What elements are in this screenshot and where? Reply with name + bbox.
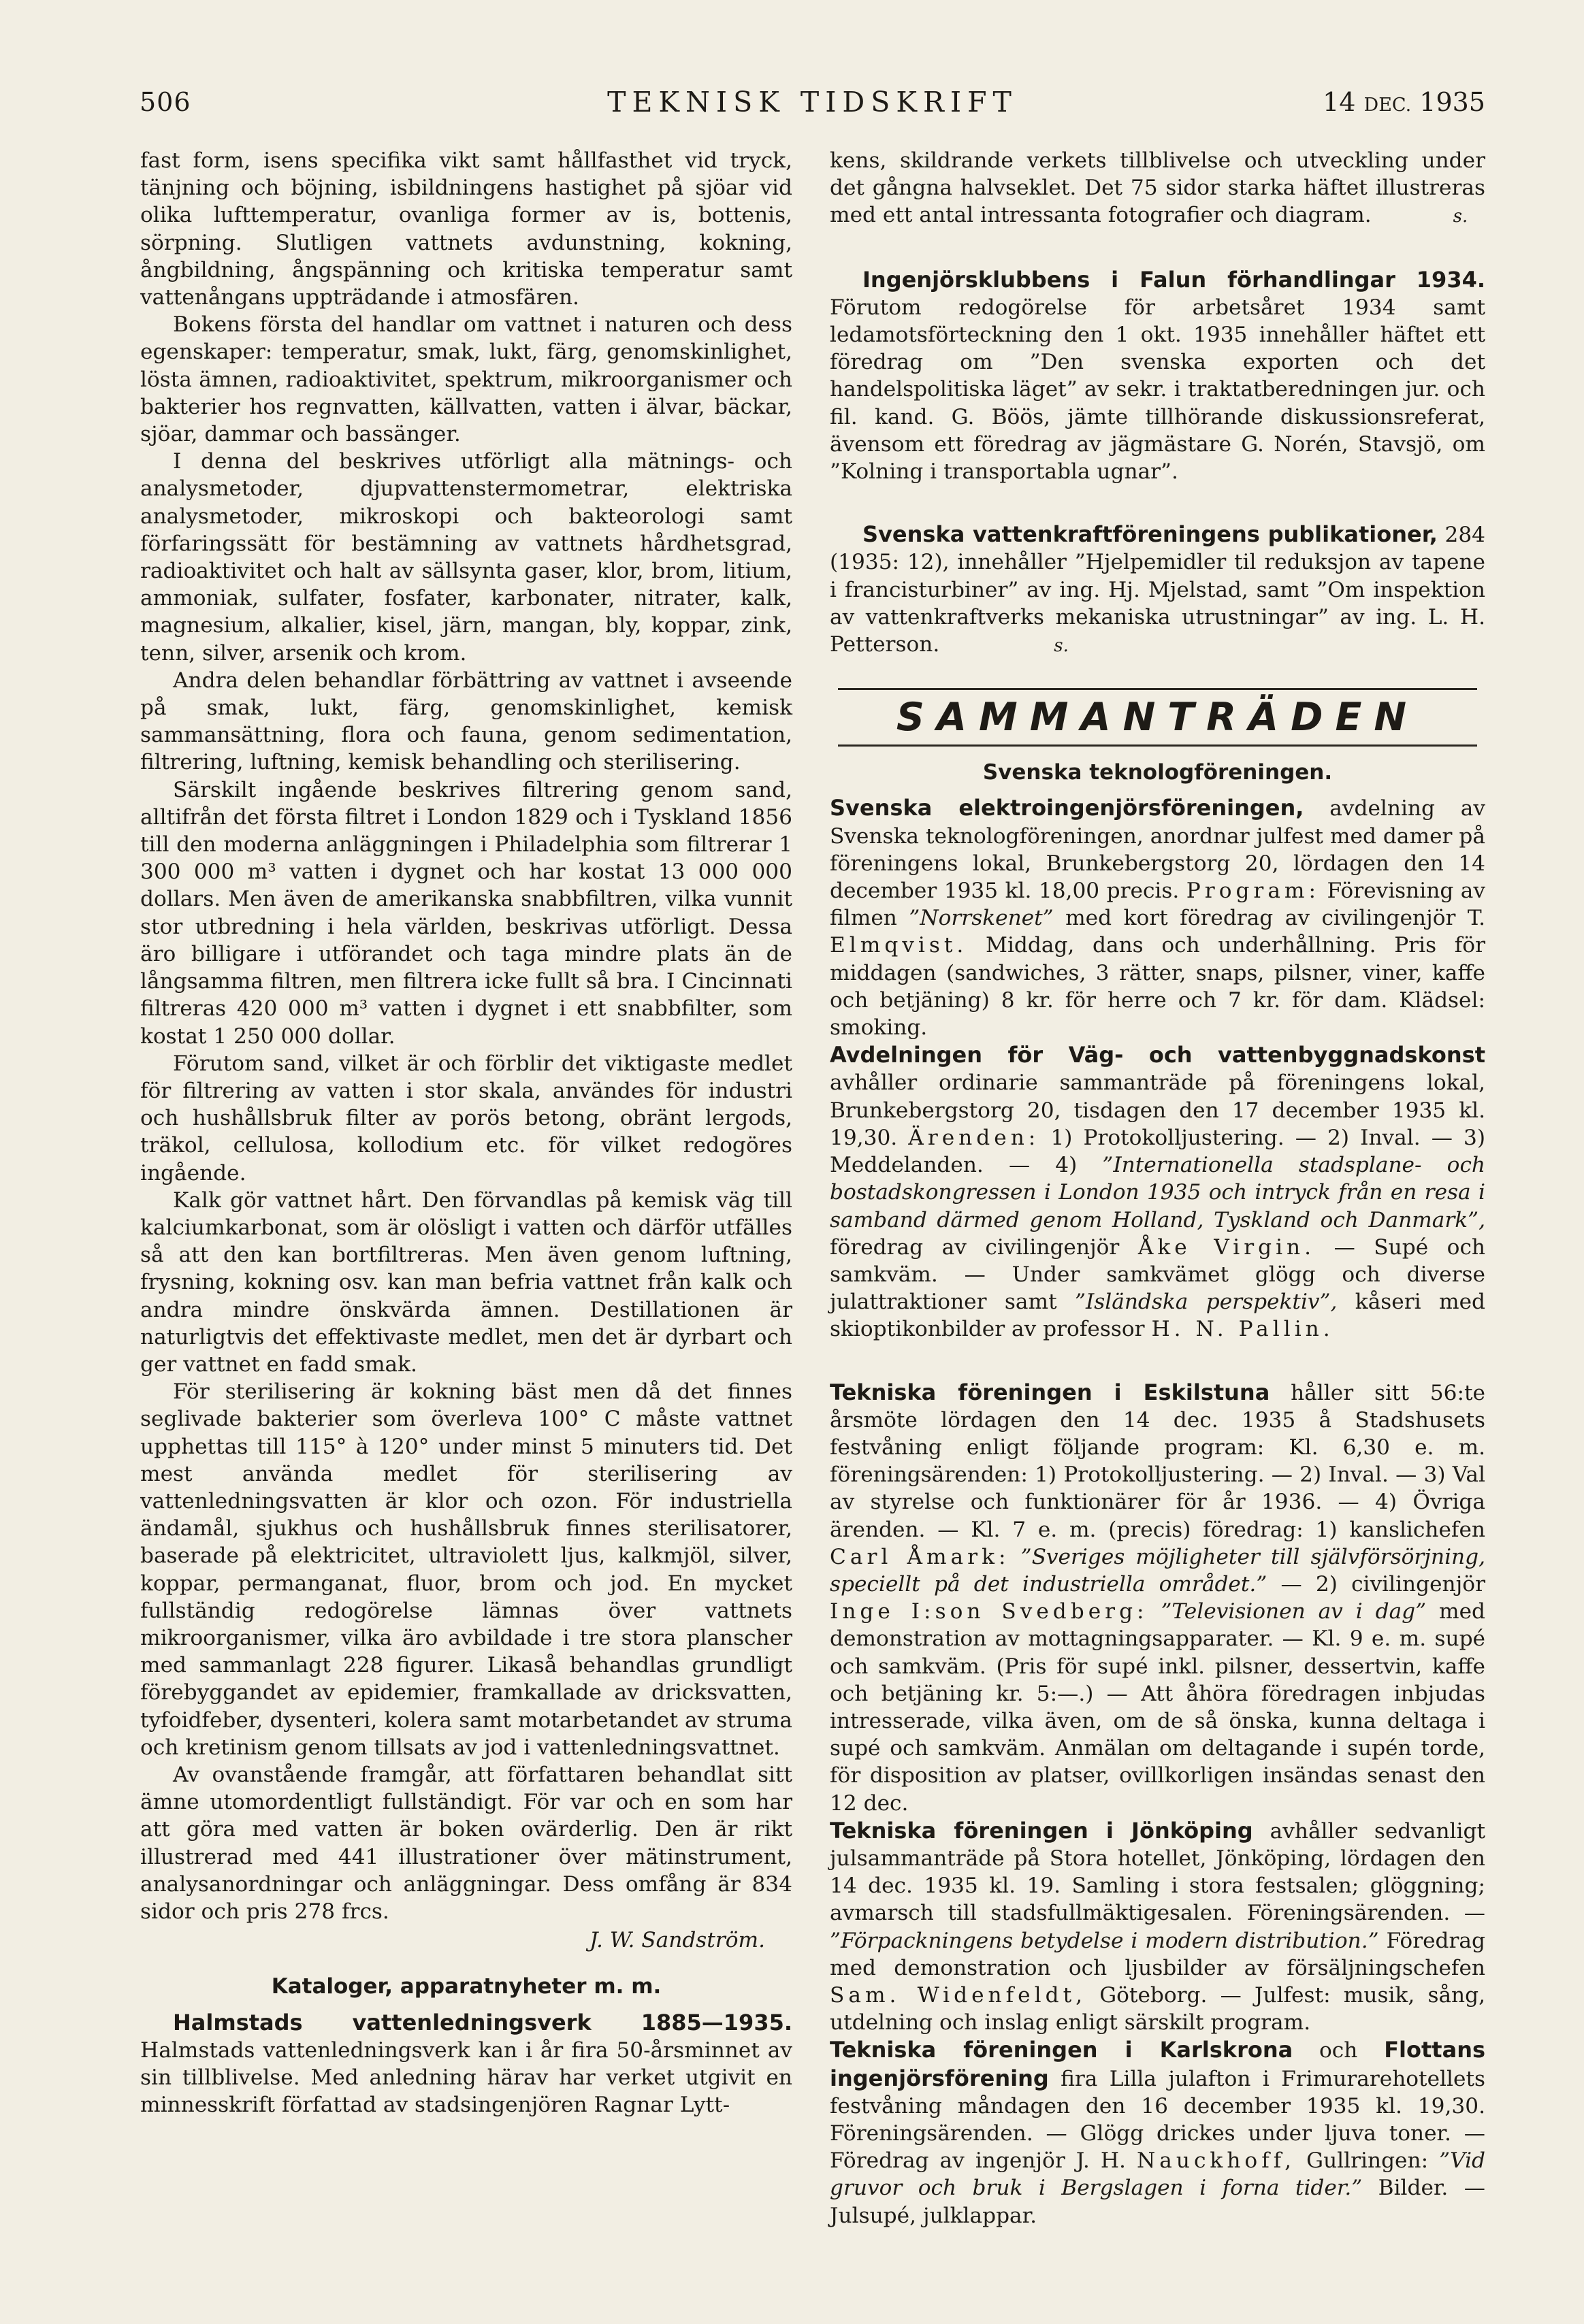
entry-text: Middag, dans och underhållning. Pris för middagen (sandwiches, 3 rätter, snaps, pilsner, viner, kaffe och betjäning) 8 kr. för herre och 7 kr. för dam. Klädsel: smoking. xyxy=(830,933,1485,1041)
entry-text: Halmstads vattenledningsverk kan i år fira 50-årsminnet av sin tillblivelse. Med anledning härav har verket utgivit en minnesskrift författad av stadsingenjören Ragnar Lytt- xyxy=(140,2037,792,2118)
entry-text: 284 (1935: 12), innehåller ”Hjelpemidler til reduksjon av tapene i francisturbiner” av ing. Hj. Mjelstad, samt ”Om inspektion av vattenkraftverks mekaniska utrustningar” av ing. L. H. Petterson. xyxy=(830,523,1486,657)
entry-text: med kort föredrag av civilingenjör T. xyxy=(1065,906,1485,931)
speaker-name: Sam. Widenfeldt, xyxy=(830,1982,1087,2008)
film-title: ”Norrskenet” xyxy=(909,906,1054,931)
agenda-label: Ärenden: xyxy=(908,1125,1040,1150)
entry-text: Göteborg. — Julfest: musik, sång, utdelning och inslag enligt särskilt program. xyxy=(830,1982,1486,2035)
entry-title: Ingenjörsklubbens i Falun förhandlingar 1934. xyxy=(862,266,1485,293)
meeting-entry-jonkoping xyxy=(830,1817,1485,2037)
entry-text: föredrag av civilingenjör xyxy=(830,1234,1120,1260)
speaker-name: H. N. Pallin. xyxy=(1151,1317,1334,1342)
review-paragraph: För sterilisering är kokning bäst men då det finnes seglivade bakterier som överleva 100° C måste vattnet upphettas till 115° à 120° under minst 5 minuters tid. Det mest använda medlet för sterilisering av vattenledningsvatten är klor och ozon. För industriella ändamål, sjukhus och hushållsbruk finnes sterilisatorer, baserade på elektricitet, ultraviolett ljus, kalkmjöl, silver, koppar, permanganat, fluor, brom och jod. En mycket fullständig redogörelse lämnas över vattnets mikroorganismer, vilka äro avbildade i tre stora planscher med sammanlagt 228 figurer. Likaså behandlas grundligt förebyggandet av epidemier, framkallade av dricksvatten, tyfoidfeber, dysenteri, kolera samt motarbetandet av struma och kretinism genom tillsats av jod i vattenledningsvattnet. xyxy=(140,1379,792,1760)
entry-title: Svenska vattenkraftföreningens publikationer, xyxy=(862,521,1438,548)
speaker-name: Carl Åmark: xyxy=(830,1544,1010,1569)
meeting-entry-eskilstuna xyxy=(830,1379,1485,1817)
entry-signature: s. xyxy=(1453,206,1468,227)
review-paragraph: Bokens första del handlar om vattnet i naturen och dess egenskaper: temperatur, smak, lukt, färg, genomskinlighet, lösta ämnen, radioaktivitet, spektrum, mikroorganismer och bakterier hos regnvatten, källvatten, vatten i älvar, bäckar, sjöar, dammar och bassänger. xyxy=(140,312,792,447)
entry-text: med demonstration av mottagningsapparater. — Kl. 9 e. m. supé och samkväm. (Pris för supé inkl. pilsner, dessertvin, kaffe och betjäning kr. 5:—.) — Att åhöra föredragen inbjudas intresserade, vilka även, om de så önska, kunna deltaga i supé och samkväm. Anmälan om deltagande i supén torde, för disposition av platser, ovillkorligen insändas senast den 12 dec. xyxy=(830,1599,1485,1816)
date-year: 1935 xyxy=(1419,87,1485,117)
page-header xyxy=(140,87,1485,128)
entry-text: Gullringen: xyxy=(1306,2148,1429,2174)
section-banner-sammantraden: SAMMANTRÄDEN xyxy=(896,695,1419,740)
right-column xyxy=(830,147,1485,2229)
entry-text: kens, skildrande verkets tillblivelse och utveckling under det gångna halvseklet. Det 75 sidor starka häftet illustreras med ett antal intressanta fotografier och diagram. xyxy=(830,148,1485,228)
meeting-entry-elektro xyxy=(830,794,1485,1041)
entry-text: avhåller ordinarie sammanträde på föreningens lokal, Brunkebergstorg 20, tisdagen den 17 december 1935 kl. 19,30. xyxy=(830,1070,1485,1150)
review-signature: J. W. Sandström. xyxy=(589,1928,765,1953)
review-paragraph: Förutom sand, vilket är och förblir det viktigaste medlet för filtrering av vatten i stor skala, användes för industri och hushållsbruk filter av porös betong, obränt lergods, träkol, cellulosa, kollodium etc. för vilket redogöres ingående. xyxy=(140,1051,792,1185)
entry-title: Avdelningen för Väg- och vattenbyggnadskonst xyxy=(830,1042,1485,1068)
entry-text: avhåller sedvanligt julsammanträde på Stora hotellet, Jönköping, lördagen den 14 dec. 1935 kl. 19. Samling i stora festsalen; glöggning; avmarsch till stadsfullmäktigesalen. Föreningsärenden. — xyxy=(830,1818,1486,1926)
lecture-title: ”Isländska perspektiv”, xyxy=(1075,1290,1338,1315)
entry-title: Tekniska föreningen i Eskilstuna xyxy=(830,1379,1270,1405)
review-paragraph: Kalk gör vattnet hårt. Den förvandlas på kemisk väg till kalciumkarbonat, som är olösligt i vatten och därför utfälles så att den kan bortfiltreras. Men även genom luftning, frysning, kokning osv. kan man befria vattnet från kalk och andra mindre önskvärda ämnen. Destillationen är naturligtvis det effektivaste medlet, men det är dyrbart och ger vattnet en fadd smak. xyxy=(140,1188,792,1377)
lecture-title: ”Förpackningens betydelse i modern distribution.” xyxy=(830,1928,1379,1953)
review-paragraph: Av ovanstående framgår, att författaren behandlat sitt ämne utomordentligt fullständigt. För var och en som har att göra med vatten är boken ovärderlig. Den är rikt illustrerad med 441 illustrationer över mätinstrument, analysanordningar och anläggningar. Dess omfång är 834 sidor och pris 278 frcs. xyxy=(140,1762,792,1924)
entry-text: håller sitt 56:te årsmöte lördagen den 14 dec. 1935 å Stadshusets festvåning enligt följande program: Kl. 6,30 e. m. föreningsärenden: 1) Protokolljustering. — 2) Inval. — 3) Val av styrelse och funktionärer för år 1936. — 4) Övriga ärenden. — Kl. 7 e. m. (precis) föredrag: 1) kanslichefen xyxy=(830,1380,1485,1542)
lecture-title: ”Televisionen av i dag” xyxy=(1161,1599,1427,1624)
date-day: 14 xyxy=(1323,87,1356,117)
entry-text: fira Lilla julafton i Frimurarehotellets festvåning måndagen den 16 december 1935 kl. 19,30. Föreningsärenden. — Glögg drickes under ljuva toner. — Föredrag av ingenjör J. H. xyxy=(830,2066,1485,2174)
page-number: 506 xyxy=(140,87,191,117)
entry-title: Tekniska föreningen i Jönköping xyxy=(830,1817,1253,1844)
review-paragraph: fast form, isens specifika vikt samt hållfasthet vid tryck, tänjning och böjning, isbildningens hastighet på sjöar vid olika lufttemperatur, ovanliga former av is, bottenis, sörpning. Slutligen vattnets avdunstning, kokning, ångbildning, ångspänning och kritiska temperatur samt vattenångans uppträdande i atmosfären. xyxy=(140,148,792,310)
catalog-entry-halmstad xyxy=(140,2009,792,2119)
lecture-title: ”Internationella stadsplane- och bostadskongressen i London 1935 och intryck från en resa i samband därmed genom Holland, Tyskland och Danmark”, xyxy=(830,1153,1485,1232)
catalog-entry-falun xyxy=(830,266,1485,486)
review-paragraph: I denna del beskrives utförligt alla mätnings- och analysmetoder, djupvattenstermometrar, elektriska analysmetoder, mikroskopi och bakteorologi samt förfaringssätt för bestämning av vattnets hårdhetsgrad, radioaktivitet och halt av sällsynta gaser, klor, brom, litium, ammoniak, sulfater, fosfater, karbonater, nitrater, kalk, magnesium, alkalier, kisel, järn, mangan, bly, koppar, zink, tenn, silver, arsenik och krom. xyxy=(140,449,792,666)
speaker-name: Elmqvist. xyxy=(830,933,968,958)
section-heading-catalogs: Kataloger, apparatnyheter m. m. xyxy=(271,1974,662,1999)
entry-title: Tekniska föreningen i Karlskrona xyxy=(830,2037,1293,2063)
issue-date xyxy=(1323,87,1485,117)
catalog-entry-vattenkraft xyxy=(830,521,1485,659)
entry-title: Svenska elektroingenjörsföreningen, xyxy=(830,795,1304,821)
review-paragraph: Särskilt ingående beskrives filtrering genom sand, alltifrån det första filtret i London 1829 och i Tyskland 1856 till den moderna anläggningen i Philadelphia som filtrerar 1 300 000 m³ vatten i dygnet och har kostat 13 000 000 dollars. Men även de amerikanska snabbfiltren, vilka vunnit stor utbredning i hela världen, beskrivas utförligt. Dessa äro billigare i utförandet och taga mindre plats än de långsamma filtren, men filtrera icke fullt så bra. I Cincinnati filtreras 420 000 m³ vatten i dygnet i ett snabbfilter, som kostat 1 250 000 dollar. xyxy=(140,777,792,1049)
lecture-title: ”Vid gruvor och bruk i Bergslagen i forna tider.” xyxy=(830,2148,1486,2201)
entry-text: 1) Protokolljustering. — 2) Inval. — 3) Meddelanden. — 4) xyxy=(830,1125,1486,1178)
meeting-entry-karlskrona xyxy=(830,2036,1485,2229)
catalog-entry-continued xyxy=(830,147,1485,231)
entry-text: Förevisning av filmen xyxy=(830,879,1485,931)
section-heading-teknolog: Svenska teknologföreningen. xyxy=(982,760,1333,785)
banner-rule-bottom xyxy=(838,744,1477,747)
entry-text: Förutom redogörelse för arbetsåret 1934 samt ledamotsförteckning den 1 okt. 1935 innehåller häftet ett föredrag om ”Den svenska exporten och det handelspolitiska läget” av sekr. i traktatberedningen jur. och fil. kand. G. Böös, jämte tillhörande diskussionsreferat, ävensom ett föredrag av jägmästare G. Norén, Stavsjö, om ”Kolning i transportabla ugnar”. xyxy=(830,295,1485,485)
entry-text: — 2) civilingenjör xyxy=(1280,1571,1485,1597)
program-label: Program: xyxy=(1186,879,1321,904)
entry-title: Flottans ingenjörsförening xyxy=(830,2037,1486,2091)
meeting-entry-vag xyxy=(830,1041,1485,1343)
entry-text: Föredrag med demonstration och ljusbilder av försäljningschefen xyxy=(830,1928,1485,1980)
entry-signature: s. xyxy=(1054,636,1069,657)
review-paragraph: Andra delen behandlar förbättring av vattnet i avseende på smak, lukt, färg, genomskinlighet, kemisk sammansättning, flora och fauna, genom sedimentation, filtrering, luftning, kemisk behandling och sterilisering. xyxy=(140,668,792,775)
lecture-title: ”Sveriges möjligheter till självförsörjning, speciellt på det industriella området.” xyxy=(830,1544,1486,1597)
entry-text: — Supé och samkväm. — Under samkvämet glögg och diverse julattraktioner samt xyxy=(830,1234,1486,1315)
entry-text: Bilder. — Julsupé, julklappar. xyxy=(830,2176,1485,2228)
speaker-name: Åke Virgin. xyxy=(1137,1234,1316,1260)
journal-title: TEKNISK TIDSKRIFT xyxy=(607,86,1018,118)
entry-title: Halmstads vattenledningsverk 1885—1935. xyxy=(173,2009,792,2035)
speaker-name: Inge I:son Svedberg: xyxy=(830,1599,1148,1624)
left-column xyxy=(140,147,792,2118)
entry-text: och xyxy=(1319,2038,1358,2063)
entry-text: avdelning av Svenska teknologföreningen, anordnar julfest med damer på föreningens lokal, Brunkebergstorg 20, lördagen den 14 december 1935 kl. 18,00 precis. xyxy=(830,796,1485,904)
speaker-name: Nauckhoff, xyxy=(1137,2148,1296,2174)
date-month: DEC. xyxy=(1363,95,1412,116)
entry-text: kåseri med skioptikonbilder av professor xyxy=(830,1290,1486,1342)
